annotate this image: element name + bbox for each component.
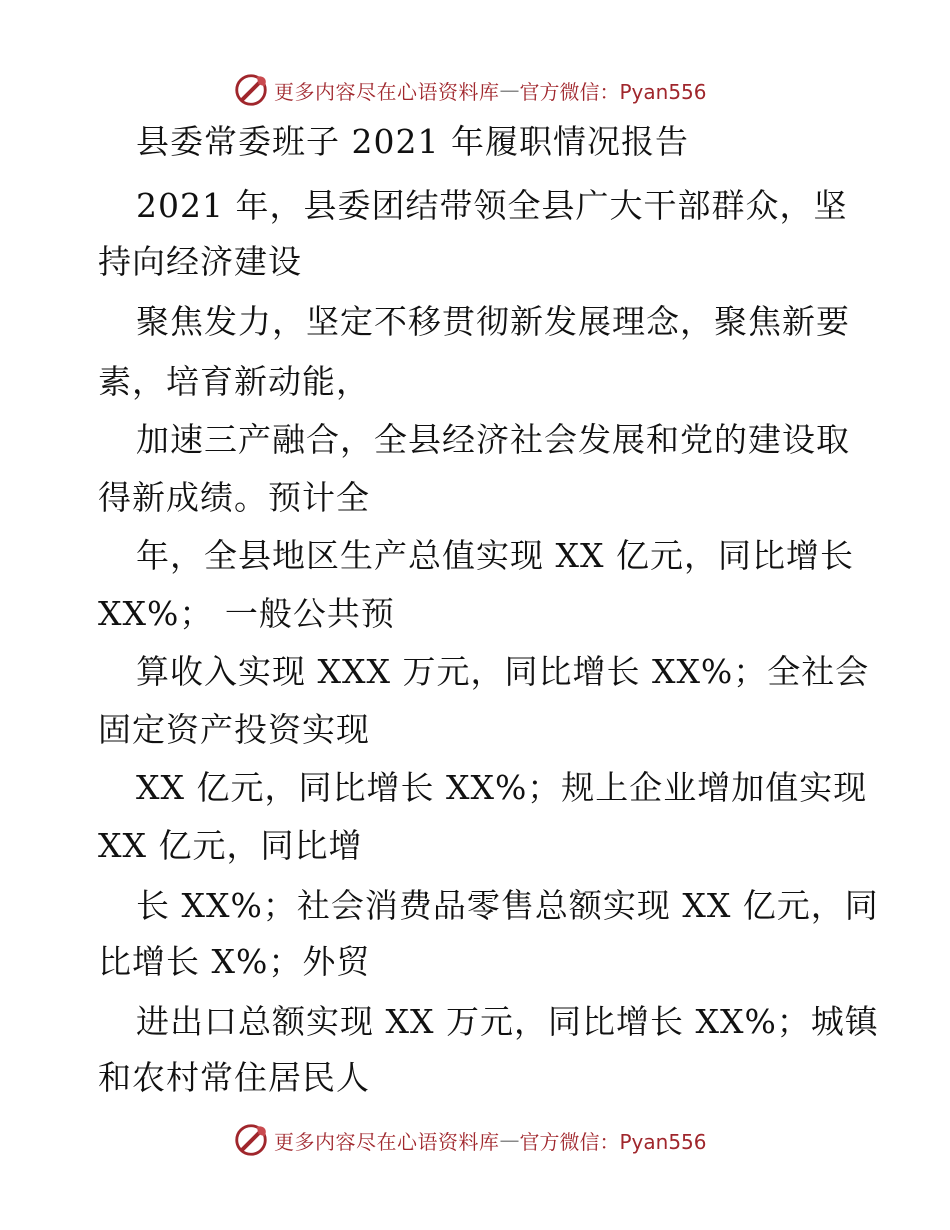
- footer-watermark: [232, 1120, 707, 1160]
- paragraph-line: XX%； 一般公共预: [98, 594, 395, 633]
- watermark-wechat: 官方微信：Pyan556: [519, 1129, 707, 1154]
- paragraph-line: XX 亿元，同比增长 XX%；规上企业增加值实现: [136, 768, 868, 807]
- watermark-separator: —: [499, 78, 520, 102]
- watermark-wechat: 官方微信：Pyan556: [519, 79, 707, 104]
- paragraph-line: 长 XX%；社会消费品零售总额实现 XX 亿元，同: [136, 886, 879, 925]
- paragraph-line: 和农村常住居民人: [98, 1058, 370, 1097]
- watermark-separator: —: [499, 1128, 520, 1152]
- paragraph-line: 固定资产投资实现: [98, 710, 370, 749]
- paragraph-line: 算收入实现 XXX 万元，同比增长 XX%；全社会: [136, 652, 870, 691]
- paragraph-line: 年，全县地区生产总值实现 XX 亿元，同比增长: [136, 536, 854, 575]
- watermark-text: 更多内容尽在心语资料库: [274, 1129, 500, 1154]
- watermark-text: 更多内容尽在心语资料库: [274, 79, 500, 104]
- quill-logo-icon: [232, 71, 270, 109]
- paragraph-line: 得新成绩。预计全: [98, 478, 370, 517]
- quill-logo-icon: [232, 1121, 270, 1159]
- paragraph-line: XX 亿元，同比增: [98, 826, 363, 865]
- paragraph-line: 2021 年，县委团结带领全县广大干部群众，坚: [136, 186, 848, 225]
- paragraph-line: 聚焦发力，坚定不移贯彻新发展理念，聚焦新要: [136, 302, 850, 341]
- paragraph-line: 素，培育新动能，: [98, 362, 370, 401]
- header-watermark: [232, 70, 707, 110]
- paragraph-line: 比增长 X%；外贸: [98, 942, 371, 981]
- paragraph-line: 进出口总额实现 XX 万元，同比增长 XX%；城镇: [136, 1002, 879, 1041]
- document-title: 县委常委班子 2021 年履职情况报告: [136, 122, 689, 161]
- paragraph-line: 持向经济建设: [98, 242, 302, 281]
- paragraph-line: 加速三产融合，全县经济社会发展和党的建设取: [136, 420, 850, 459]
